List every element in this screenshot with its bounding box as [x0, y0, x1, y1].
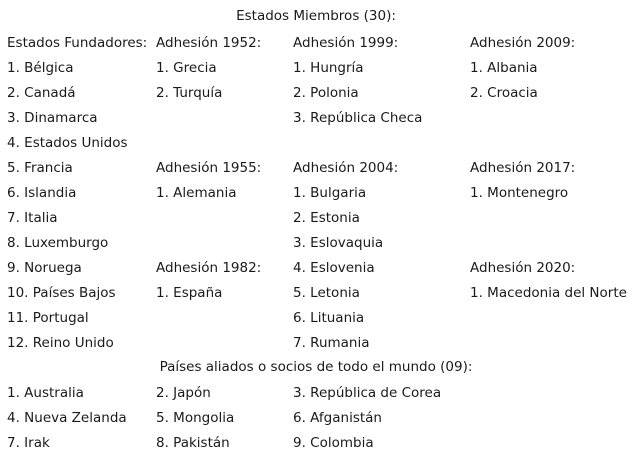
list-item: 7. Italia	[7, 210, 58, 226]
list-item: 3. República Checa	[293, 110, 423, 126]
group-label-2004: Adhesión 2004:	[293, 160, 399, 176]
list-item: 12. Reino Unido	[7, 335, 114, 351]
list-item: 1. Alemania	[156, 185, 237, 201]
list-item: 8. Luxemburgo	[7, 235, 109, 251]
list-item: 6. Lituania	[293, 310, 365, 326]
partners-title: Países aliados o socios de todo el mundo (09):	[159, 359, 473, 375]
list-item: 2. Croacia	[470, 85, 538, 101]
list-item: 1. Montenegro	[470, 185, 569, 201]
list-item: 8. Pakistán	[156, 435, 230, 451]
list-item: 7. Rumania	[293, 335, 370, 351]
list-item: 1. Australia	[7, 385, 84, 401]
list-item: 4. Nueva Zelanda	[7, 410, 127, 426]
list-item: 1. Macedonia del Norte	[470, 285, 627, 301]
list-item: 3. Dinamarca	[7, 110, 98, 126]
list-item: 2. Japón	[156, 385, 211, 401]
group-label-2009: Adhesión 2009:	[470, 35, 576, 51]
group-label-1982: Adhesión 1982:	[156, 260, 262, 276]
list-item: 6. Islandia	[7, 185, 77, 201]
list-item: 2. Turquía	[156, 85, 223, 101]
list-item: 2. Estonia	[293, 210, 360, 226]
list-item: 4. Estados Unidos	[7, 135, 128, 151]
list-item: 1. Bélgica	[7, 60, 74, 76]
list-item: 5. Francia	[7, 160, 73, 176]
group-label-1952: Adhesión 1952:	[156, 35, 262, 51]
list-item: 5. Letonia	[293, 285, 360, 301]
list-item: 1. Bulgaria	[293, 185, 367, 201]
list-item: 4. Eslovenia	[293, 260, 375, 276]
list-item: 7. Irak	[7, 435, 50, 451]
list-item: 9. Noruega	[7, 260, 82, 276]
group-label-1955: Adhesión 1955:	[156, 160, 262, 176]
group-label-1999: Adhesión 1999:	[293, 35, 399, 51]
list-item: 3. República de Corea	[293, 385, 442, 401]
list-item: 2. Canadá	[7, 85, 76, 101]
list-item: 1. Grecia	[156, 60, 217, 76]
list-item: 6. Afganistán	[293, 410, 382, 426]
list-item: 5. Mongolia	[156, 410, 235, 426]
list-item: 10. Países Bajos	[7, 285, 116, 301]
page-title: Estados Miembros (30):	[236, 8, 396, 24]
list-item: 1. Albania	[470, 60, 538, 76]
list-item: 1. España	[156, 285, 223, 301]
group-label-2020: Adhesión 2020:	[470, 260, 576, 276]
group-label-fundadores: Estados Fundadores:	[7, 35, 148, 51]
list-item: 9. Colombia	[293, 435, 374, 451]
list-item: 11. Portugal	[7, 310, 89, 326]
list-item: 2. Polonia	[293, 85, 359, 101]
list-item: 1. Hungría	[293, 60, 364, 76]
group-label-2017: Adhesión 2017:	[470, 160, 576, 176]
list-item: 3. Eslovaquia	[293, 235, 384, 251]
